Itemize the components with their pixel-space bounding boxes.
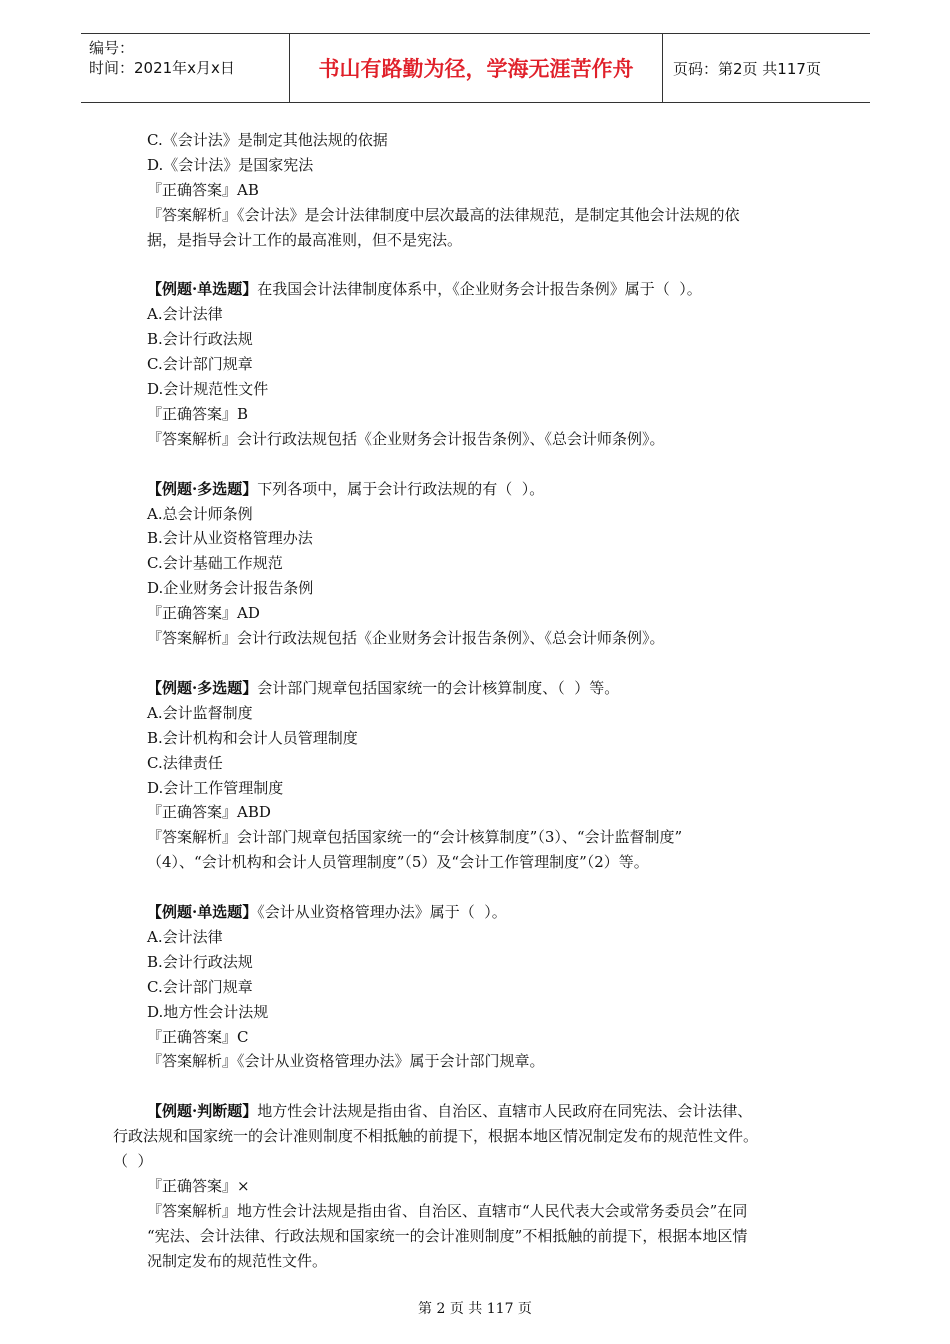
text-line [113, 352, 838, 377]
text-line [113, 701, 838, 726]
line-text: 《会计从业资格管理办法》属于（ ）。 [257, 903, 507, 922]
text-line [113, 502, 838, 527]
line-text: 『正确答案』AB [147, 180, 259, 199]
line-text: D.会计工作管理制度 [147, 778, 284, 797]
line-text: 『正确答案』× [147, 1176, 250, 1195]
text-line [113, 427, 838, 452]
line-text: 地方性会计法规是指由省、自治区、直辖市人民政府在同宪法、会计法律、 [257, 1102, 753, 1121]
question-type-label: 【例题·判断题】 [147, 1102, 258, 1121]
text-line [113, 1224, 838, 1249]
line-text: 『答案解析』《会计从业资格管理办法》属于会计部门规章。 [147, 1052, 545, 1071]
line-text: 在我国会计法律制度体系中，《企业财务会计报告条例》属于（ ）。 [257, 280, 702, 299]
text-line [113, 900, 838, 925]
text-line [113, 402, 838, 427]
text-line [113, 1199, 838, 1224]
paragraph-gap [113, 253, 838, 278]
text-line [113, 1249, 838, 1274]
line-text: 据，是指导会计工作的最高准则，但不是宪法。 [147, 230, 463, 249]
line-text: C.会计部门规章 [147, 355, 253, 374]
line-text: D.《会计法》是国家宪法 [147, 155, 314, 174]
line-text: 『正确答案』C [147, 1027, 249, 1046]
text-line [113, 800, 838, 825]
line-text: A.会计法律 [147, 927, 223, 946]
line-text: B.会计行政法规 [147, 330, 253, 349]
question-type-label: 【例题·多选题】 [147, 479, 258, 498]
text-line [113, 751, 838, 776]
text-line [113, 153, 838, 178]
text-line [113, 626, 838, 651]
text-line [113, 676, 838, 701]
line-text: C.法律责任 [147, 753, 223, 772]
line-text: 行政法规和国家统一的会计准则制度不相抵触的前提下，根据本地区情况制定发布的规范性文件。 [113, 1127, 759, 1146]
text-line [113, 925, 838, 950]
text-line [113, 601, 838, 626]
question-type-label: 【例题·多选题】 [147, 678, 258, 697]
text-line [113, 776, 838, 801]
page-footer: 第 2 页 共 117 页 [418, 1301, 532, 1317]
document-id-label: 编号： [89, 39, 135, 57]
text-line [113, 975, 838, 1000]
line-text: 会计部门规章包括国家统一的会计核算制度、（ ）等。 [257, 678, 620, 697]
text-line [113, 526, 838, 551]
line-text: B.会计行政法规 [147, 952, 253, 971]
text-line [113, 1099, 838, 1124]
paragraph-gap [113, 452, 838, 477]
line-text: A.会计法律 [147, 305, 223, 324]
line-text: C.《会计法》是制定其他法规的依据 [147, 131, 388, 149]
text-line [113, 327, 838, 352]
line-text: 『答案解析』会计部门规章包括国家统一的“会计核算制度”（3）、“会计监督制度” [147, 828, 683, 847]
line-text: D.会计规范性文件 [147, 380, 269, 399]
text-line [113, 1000, 838, 1025]
line-text: 『正确答案』B [147, 404, 249, 423]
text-line [113, 178, 838, 203]
line-text: 『答案解析』《会计法》是会计法律制度中层次最高的法律规范，是制定其他会计法规的依 [147, 205, 740, 224]
header-meta [81, 34, 290, 102]
text-line [113, 277, 838, 302]
text-line [113, 228, 838, 253]
paragraph-gap [113, 875, 838, 900]
line-text: 况制定发布的规范性文件。 [147, 1251, 328, 1270]
line-text: 『答案解析』地方性会计法规是指由省、自治区、直辖市“人民代表大会或常务委员会”在同 [147, 1201, 748, 1220]
line-text: C.会计部门规章 [147, 977, 253, 996]
text-line [113, 825, 838, 850]
text-line [113, 203, 838, 228]
line-text: 『答案解析』会计行政法规包括《企业财务会计报告条例》、《总会计师条例》。 [147, 629, 665, 648]
line-text: （4）、“会计机构和会计人员管理制度”（5）及“会计工作管理制度”（2）等。 [147, 853, 649, 872]
line-text: 『正确答案』ABD [147, 803, 271, 822]
text-line [113, 128, 838, 153]
text-line [113, 576, 838, 601]
line-text: C.会计基础工作规范 [147, 554, 283, 573]
line-text: D.企业财务会计报告条例 [147, 579, 314, 598]
text-line [113, 850, 838, 875]
text-line [113, 1025, 838, 1050]
line-text: （ ） [113, 1152, 153, 1171]
paragraph-gap [113, 1074, 838, 1099]
line-text: 下列各项中，属于会计行政法规的有（ ）。 [257, 479, 545, 498]
text-line [113, 950, 838, 975]
line-text: B.会计从业资格管理办法 [147, 529, 313, 548]
paragraph-gap [113, 651, 838, 676]
line-text: A.会计监督制度 [147, 703, 253, 722]
header-motto: 书山有路勤为径，学海无涯苦作舟 [290, 34, 663, 102]
line-text: B.会计机构和会计人员管理制度 [147, 728, 358, 747]
text-line [113, 477, 838, 502]
line-text: 『答案解析』会计行政法规包括《企业财务会计报告条例》、《总会计师条例》。 [147, 429, 665, 448]
document-time-label: 时间：2021年x月x日 [89, 59, 235, 77]
line-text: D.地方性会计法规 [147, 1002, 269, 1021]
text-line [113, 1174, 838, 1199]
text-line [113, 302, 838, 327]
text-line [113, 1124, 838, 1149]
question-type-label: 【例题·单选题】 [147, 903, 258, 922]
text-line [113, 551, 838, 576]
line-text: 『正确答案』AD [147, 604, 260, 623]
text-line [113, 1049, 838, 1074]
text-line [113, 1149, 838, 1174]
text-line [113, 726, 838, 751]
line-text: A.总会计师条例 [147, 504, 253, 523]
text-line [113, 377, 838, 402]
header-page-info: 页码：第2页 共117页 [673, 59, 821, 78]
question-type-label: 【例题·单选题】 [147, 280, 258, 299]
line-text: “宪法、会计法律、行政法规和国家统一的会计准则制度”不相抵触的前提下，根据本地区情 [147, 1226, 748, 1245]
page-header [81, 33, 870, 103]
document-body [113, 128, 838, 1274]
